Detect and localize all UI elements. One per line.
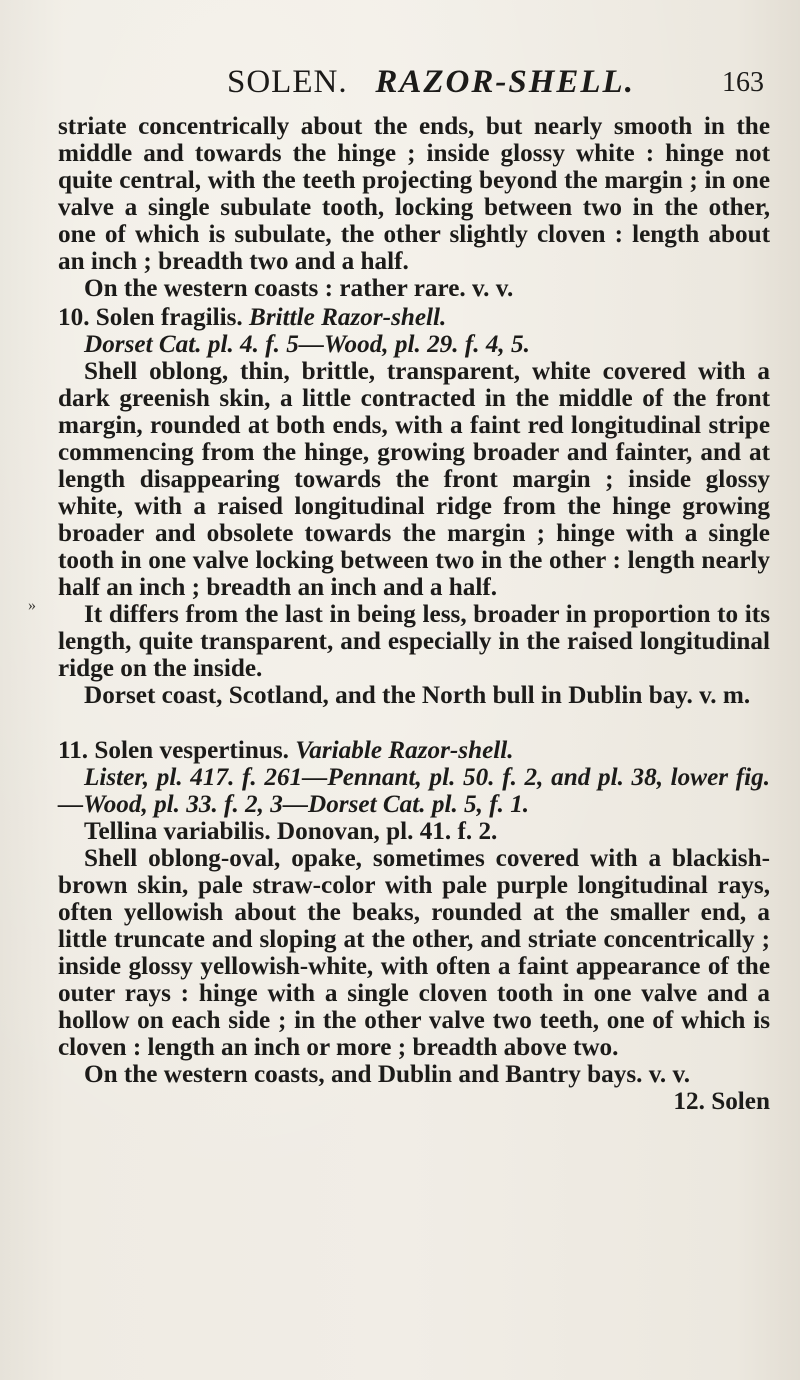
running-head-title — [227, 64, 635, 101]
species-11-common-name: Variable Razor-shell. — [295, 737, 514, 764]
species-10-name: Solen fragilis. — [95, 304, 243, 331]
species-11-synonymy: Lister, pl. 417. f. 261—Pennant, pl. 50. f. 2, and pl. 38, lower fig.—Wood, pl. 33. f. 2, 3—Dorset Cat. pl. 5, f. 1. — [58, 764, 770, 818]
species-10-common-name: Brittle Razor-shell. — [249, 304, 447, 331]
species-11-number: 11. — [58, 737, 89, 764]
running-head-common-name: RAZOR-SHELL. — [375, 64, 635, 100]
continued-paragraph: striate concentrically about the ends, but nearly smooth in the middle and towards the hinge ; inside glossy white : hinge not quite central, with the teeth projecting beyond the margin ; in one valve a single subulate tooth, locking between two in the other, one of which is subulate, the other slightly cloven : length about an inch ; breadth two and a half. — [58, 113, 770, 275]
catchword: 12. Solen — [673, 1088, 770, 1115]
species-10-number: 10. — [58, 304, 90, 331]
species-11-heading — [58, 737, 770, 764]
species-10-heading — [58, 304, 770, 331]
species-10-synonymy: Dorset Cat. pl. 4. f. 5—Wood, pl. 29. f. 4, 5. — [84, 331, 530, 358]
running-head-genus: SOLEN. — [227, 64, 348, 100]
species-10-description: Shell oblong, thin, brittle, transparent, white covered with a dark greenish skin, a little contracted in the middle of the front margin, rounded at both ends, with a faint red longitudinal stripe commencing from the hinge, growing broader and fainter, and at length disappearing towards the front margin ; inside glossy white, with a raised longitudinal ridge from the hinge growing broader and obsolete towards the margin ; hinge with a single tooth in one valve locking between two in the other : length nearly half an inch ; breadth an inch and a half. — [58, 358, 770, 601]
species-11-synonymy-tellina: Tellina variabilis. Donovan, pl. 41. f. 2. — [84, 818, 498, 845]
species-11-name: Solen vespertinus. — [94, 737, 289, 764]
page-number: 163 — [722, 67, 764, 98]
species-11-locality: On the western coasts, and Dublin and Bantry bays. v. v. — [84, 1061, 691, 1088]
body-text — [58, 113, 770, 1115]
species-11-description: Shell oblong-oval, opake, sometimes covered with a blackish-brown skin, pale straw-color with pale purple longitudinal rays, often yellowish about the beaks, rounded at the smaller end, a little truncate and sloping at the other, and striate concentrically ; inside glossy yellowish-white, with often a faint appearance of the outer rays : hinge with a single cloven tooth in one valve and a hollow on each side ; in the other valve two teeth, one of which is cloven : length an inch or more ; breadth above two. — [58, 845, 770, 1061]
running-head — [0, 64, 800, 100]
locality-paragraph: On the western coasts : rather rare. v. v. — [84, 275, 514, 302]
margin-mark: » — [28, 597, 36, 614]
species-10-locality: Dorset coast, Scotland, and the North bull in Dublin bay. v. m. — [84, 682, 751, 709]
species-10-comparison: It differs from the last in being less, broader in proportion to its length, quite transparent, and especially in the raised longitudinal ridge on the inside. — [58, 601, 770, 682]
